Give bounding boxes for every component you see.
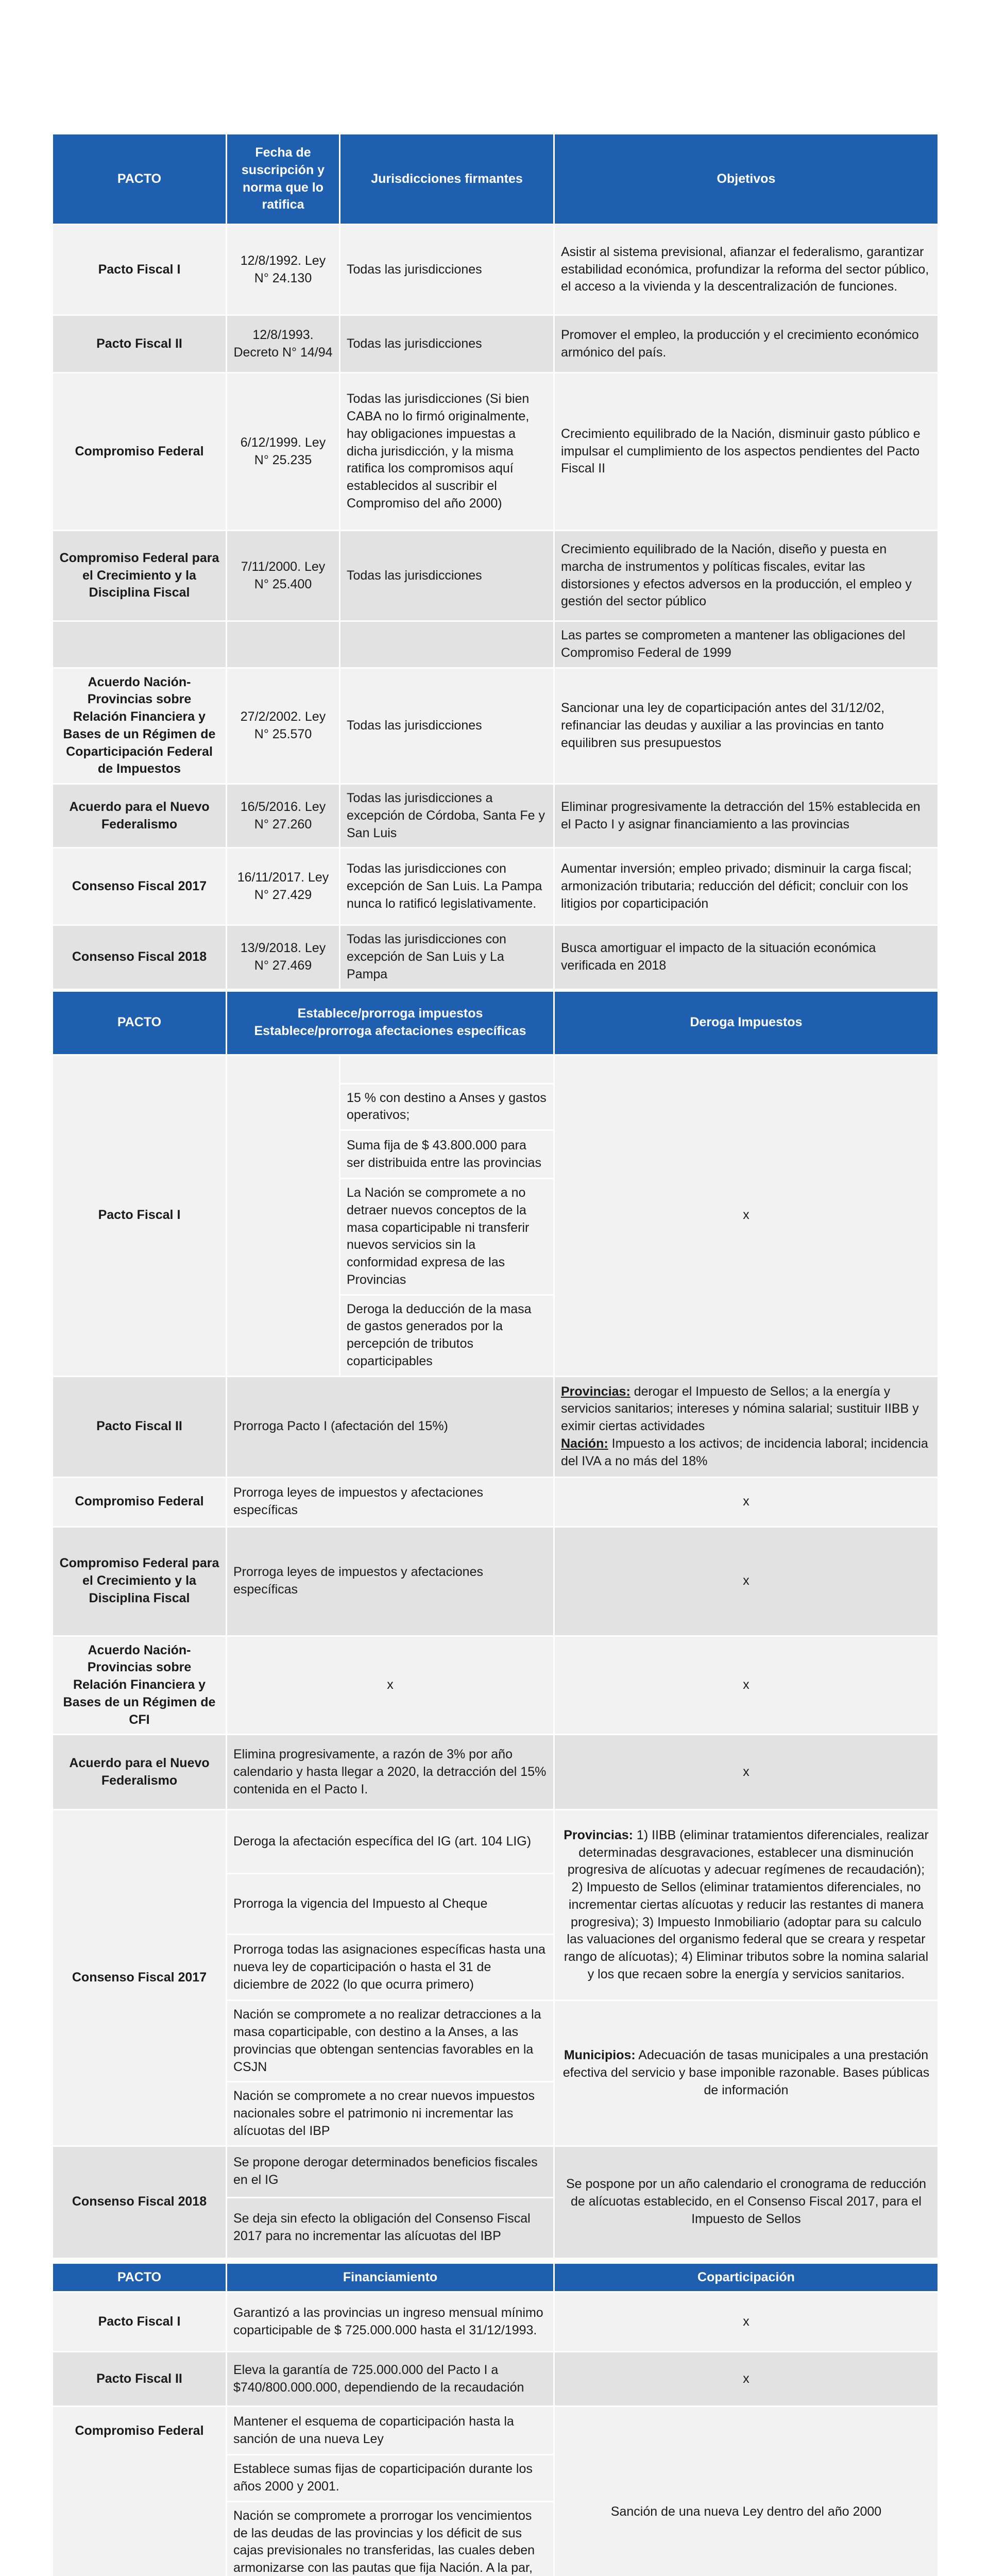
header-pacto: PACTO — [53, 2263, 227, 2292]
pacto-objetivos: Busca amortiguar el impacto de la situación económica verificada en 2018 — [554, 925, 939, 989]
header-establece-afectaciones: Establece/prorroga afectaciones específicas — [254, 1024, 526, 1038]
pacto-fecha: 13/9/2018. Ley N° 27.469 — [227, 925, 340, 989]
pacto-name: Pacto Fiscal I — [53, 1055, 227, 1376]
pacto-name: Pacto Fiscal I — [53, 2292, 227, 2352]
establece-item: Deroga la afectación específica del IG (art. 104 LIG) — [227, 1810, 554, 1874]
table-header-row — [53, 134, 939, 225]
deroga-provincias-text: 1) IIBB (eliminar tratamientos diferenciales, realizar determinadas desgravaciones, establecer una disminución progresiva de alícuotas y adecuar regímenes de recaudación); 2) Impuesto de Sellos (eliminar tratamientos diferenciales, no incrementar ciertas alícuotas y reducir las restantes di manera progresiva); 3) Impuesto Inmobiliario (adoptar para su calculo las valuaciones del organismo federal que se creara y respetar rango de alícuotas); 4) Eliminar tributos sobre la nomina salarial y los que recaen sobre la energía y servicios sanitarios. — [564, 1827, 929, 1981]
pacto-fecha: 12/8/1992. Ley N° 24.130 — [227, 225, 340, 315]
deroga-value: x — [554, 1477, 939, 1527]
table-row — [53, 784, 939, 848]
pacto-name: Acuerdo para el Nuevo Federalismo — [53, 784, 227, 848]
deroga-provincias-label: Provincias: — [561, 1384, 630, 1399]
financiamiento-item: Mantener el esquema de coparticipación hasta la sanción de una nueva Ley — [227, 2406, 554, 2455]
table-row — [53, 2146, 939, 2197]
deroga-value: x — [554, 1636, 939, 1735]
deroga-value: x — [554, 1527, 939, 1636]
header-pacto: PACTO — [53, 134, 227, 225]
coparticipacion-value: x — [554, 2292, 939, 2352]
pacto-name: Acuerdo para el Nuevo Federalismo — [53, 1735, 227, 1810]
table-row — [53, 531, 939, 621]
establece-item: Se deja sin efecto la obligación del Consenso Fiscal 2017 para no incrementar las alícuotas del IBP — [227, 2197, 554, 2258]
table-row — [53, 373, 939, 531]
pacto-objetivos: Aumentar inversión; empleo privado; disminuir la carga fiscal; armonización tributaria; reducción del déficit; concluir con los litigios por coparticipación — [554, 848, 939, 925]
table-header-row — [53, 991, 939, 1055]
pacto-name: Compromiso Federal para el Crecimiento y la Disciplina Fiscal — [53, 531, 227, 621]
deroga-text — [554, 2001, 939, 2146]
table-header-row — [53, 2263, 939, 2292]
deroga-value: x — [554, 1735, 939, 1810]
table-row — [53, 2292, 939, 2352]
establece-item: Prorroga la vigencia del Impuesto al Cheque — [227, 1874, 554, 1935]
deroga-nacion-text: Impuesto a los activos; de incidencia laboral; incidencia del IVA a no más del 18% — [561, 1436, 928, 1468]
financiamiento-item: Establece sumas fijas de coparticipación durante los años 2000 y 2001. — [227, 2455, 554, 2502]
pacto-name: Pacto Fiscal I — [53, 225, 227, 315]
pacto-objetivos-extra: Las partes se comprometen a mantener las obligaciones del Compromiso Federal de 1999 — [554, 621, 939, 668]
establece-item: Suma fija de $ 43.800.000 para ser distribuida entre las provincias — [340, 1130, 554, 1179]
deroga-municipios-label: Municipios: — [564, 2048, 636, 2063]
establece-item: Se propone derogar determinados beneficios fiscales en el IG — [227, 2146, 554, 2197]
table-row — [53, 1735, 939, 1810]
deroga-municipios-text: Adecuación de tasas municipales a una prestación efectiva del servicio y base imponible razonable. Bases públicas de información — [562, 2048, 930, 2097]
financiamiento-item: Garantizó a las provincias un ingreso mensual mínimo coparticipable de $ 725.000.000 hasta el 31/12/1993. — [227, 2292, 554, 2352]
table-row — [53, 1376, 939, 1477]
establece-item: Nación se compromete a no realizar detracciones a la masa coparticipable, con destino a la Anses, a las provincias que obtengan sentencias favorables en la CSJN — [227, 2001, 554, 2082]
pacto-objetivos: Crecimiento equilibrado de la Nación, disminuir gasto público e impulsar el cumplimiento de los aspectos pendientes del Pacto Fiscal II — [554, 373, 939, 531]
deroga-text — [554, 1376, 939, 1477]
header-financiamiento: Financiamiento — [227, 2263, 554, 2292]
establece-item: La Nación se compromete a no detraer nuevos conceptos de la masa coparticipable ni transferir nuevos servicios sin la conformidad expresa de las Provincias — [340, 1179, 554, 1295]
pacto-jurisdicciones: Todas las jurisdicciones — [340, 668, 554, 784]
pacto-fecha: 27/2/2002. Ley N° 25.570 — [227, 668, 340, 784]
table-row — [53, 2352, 939, 2406]
deroga-provincias-text: derogar el Impuesto de Sellos; a la energía y servicios sanitarios; intereses y nómina salarial; sustituir IIBB y eximir ciertas actividades — [561, 1384, 919, 1434]
pacto-name: Pacto Fiscal II — [53, 315, 227, 373]
establece-item: Prorroga leyes de impuestos y afectaciones específicas — [227, 1527, 554, 1636]
table-row — [53, 668, 939, 784]
pacto-fecha: 7/11/2000. Ley N° 25.400 — [227, 531, 340, 621]
financiamiento-item: Nación se compromete a prorrogar los vencimientos de las deudas de las provincias y los déficit de sus cajas previsionales no transferidas, las cuales deben armonizarse con las pautas que fija Nación. A la par, — [227, 2501, 554, 2576]
establece-item: x — [227, 1636, 554, 1735]
table-row — [53, 1055, 939, 1083]
table-row — [53, 225, 939, 315]
pacto-name: Consenso Fiscal 2018 — [53, 2146, 227, 2258]
table-row — [53, 1810, 939, 1874]
establece-item: Prorroga leyes de impuestos y afectaciones específicas — [227, 1477, 554, 1527]
pacto-fecha: 6/12/1999. Ley N° 25.235 — [227, 373, 340, 531]
deroga-text — [554, 1810, 939, 2001]
coparticipacion-value: x — [554, 2352, 939, 2406]
deroga-value: x — [554, 1055, 939, 1376]
pacto-jurisdicciones: Todas las jurisdicciones — [340, 225, 554, 315]
table-row — [53, 2406, 939, 2455]
pacto-name: Pacto Fiscal II — [53, 1376, 227, 1477]
table-row — [53, 315, 939, 373]
pacto-objetivos: Crecimiento equilibrado de la Nación, diseño y puesta en marcha de instrumentos y políticas fiscales, evitar las distorsiones y efectos adversos en la producción, el empleo y gestión del sector público — [554, 531, 939, 621]
pacto-jurisdicciones: Todas las jurisdicciones — [340, 531, 554, 621]
header-pacto: PACTO — [53, 991, 227, 1055]
table-pactos-impuestos — [52, 990, 939, 2259]
financiamiento-item: Eleva la garantía de 725.000.000 del Pacto I a $740/800.000.000, dependiendo de la recaudación — [227, 2352, 554, 2406]
pacto-name: Compromiso Federal — [53, 1477, 227, 1527]
pacto-jurisdicciones: Todas las jurisdicciones con excepción de San Luis y La Pampa — [340, 925, 554, 989]
pacto-name: Consenso Fiscal 2017 — [53, 1810, 227, 2146]
establece-item: Elimina progresivamente, a razón de 3% por año calendario y hasta llegar a 2020, la detracción del 15% contenida en el Pacto I. — [227, 1735, 554, 1810]
header-deroga: Deroga Impuestos — [554, 991, 939, 1055]
pacto-objetivos: Asistir al sistema previsional, afianzar el federalismo, garantizar estabilidad económica, profundizar la reforma del sector público, el acceso a la vivienda y la descentralización de funciones. — [554, 225, 939, 315]
pacto-fecha: 12/8/1993. Decreto N° 14/94 — [227, 315, 340, 373]
establece-item: Prorroga todas las asignaciones específicas hasta una nueva ley de coparticipación o hasta el 31 de diciembre de 2022 (lo que ocurra primero) — [227, 1935, 554, 2001]
pacto-objetivos: Promover el empleo, la producción y el crecimiento económico armónico del país. — [554, 315, 939, 373]
establece-item: 15 % con destino a Anses y gastos operativos; — [340, 1083, 554, 1130]
pacto-fecha: 16/5/2016. Ley N° 27.260 — [227, 784, 340, 848]
header-establece — [227, 991, 554, 1055]
table-row — [53, 925, 939, 989]
establece-item: Deroga la deducción de la masa de gastos generados por la percepción de tributos coparticipables — [340, 1295, 554, 1376]
pacto-objetivos: Eliminar progresivamente la detracción del 15% establecida en el Pacto I y asignar financiamiento a las provincias — [554, 784, 939, 848]
table-row — [53, 1477, 939, 1527]
pacto-jurisdicciones: Todas las jurisdicciones — [340, 315, 554, 373]
header-coparticipacion: Coparticipación — [554, 2263, 939, 2292]
table-pactos-objetivos — [52, 133, 939, 990]
table-pactos-financiamiento — [52, 2262, 939, 2576]
header-objetivos: Objetivos — [554, 134, 939, 225]
pacto-objetivos: Sancionar una ley de coparticipación antes del 31/12/02, refinanciar las deudas y auxiliar a las provincias en tanto equilibren sus presupuestos — [554, 668, 939, 784]
pacto-jurisdicciones: Todas las jurisdicciones (Si bien CABA no lo firmó originalmente, hay obligaciones impuestas a dicha jurisdicción, y la misma ratifica los compromisos aquí establecidos al suscribir el Compromiso del año 2000) — [340, 373, 554, 531]
pacto-fecha: 16/11/2017. Ley N° 27.429 — [227, 848, 340, 925]
pacto-name: Consenso Fiscal 2018 — [53, 925, 227, 989]
header-fecha: Fecha de suscripción y norma que lo ratifica — [227, 134, 340, 225]
pacto-name: Compromiso Federal — [53, 2406, 227, 2576]
deroga-provincias-label: Provincias: — [564, 1827, 633, 1842]
pactos-document — [52, 133, 937, 2576]
table-row — [53, 1636, 939, 1735]
pacto-name: Acuerdo Nación-Provincias sobre Relación Financiera y Bases de un Régimen de Coparticipación Federal de Impuestos — [53, 668, 227, 784]
pacto-name: Acuerdo Nación-Provincias sobre Relación Financiera y Bases de un Régimen de CFI — [53, 1636, 227, 1735]
establece-item: Prorroga Pacto I (afectación del 15%) — [227, 1376, 554, 1477]
header-jurisdicciones: Jurisdicciones firmantes — [340, 134, 554, 225]
pacto-name: Pacto Fiscal II — [53, 2352, 227, 2406]
table-row — [53, 621, 939, 668]
table-row — [53, 848, 939, 925]
deroga-nacion-label: Nación: — [561, 1436, 608, 1451]
coparticipacion-value: Sanción de una nueva Ley dentro del año 2000 — [554, 2406, 939, 2576]
pacto-name: Compromiso Federal para el Crecimiento y la Disciplina Fiscal — [53, 1527, 227, 1636]
establece-item: Nación se compromete a no crear nuevos impuestos nacionales sobre el patrimonio ni incrementar las alícuotas del IBP — [227, 2082, 554, 2146]
deroga-text: Se pospone por un año calendario el cronograma de reducción de alícuotas establecido, en el Consenso Fiscal 2017, para el Impuesto de Sellos — [554, 2146, 939, 2258]
pacto-jurisdicciones: Todas las jurisdicciones con excepción de San Luis. La Pampa nunca lo ratificó legislativamente. — [340, 848, 554, 925]
pacto-name: Compromiso Federal — [53, 373, 227, 531]
pacto-jurisdicciones: Todas las jurisdicciones a excepción de Córdoba, Santa Fe y San Luis — [340, 784, 554, 848]
pacto-name: Consenso Fiscal 2017 — [53, 848, 227, 925]
table-row — [53, 1527, 939, 1636]
header-establece-impuestos: Establece/prorroga impuestos — [297, 1006, 483, 1021]
